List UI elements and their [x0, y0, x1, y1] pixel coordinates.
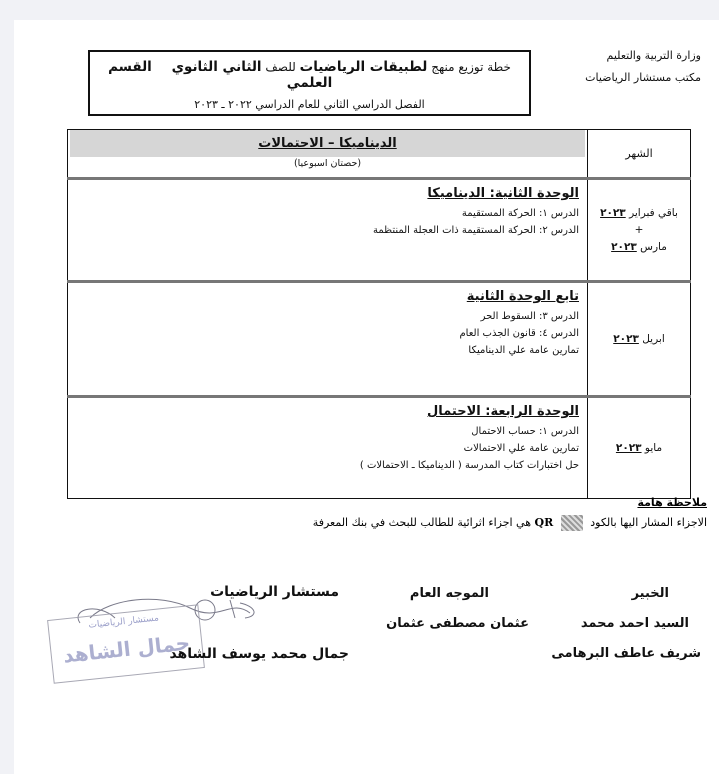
table-row [68, 179, 691, 282]
lesson-item: تمارين عامة علي الاحتمالات [463, 443, 579, 454]
table-header-row [68, 130, 691, 179]
supervisor-title: الموجه العام [409, 586, 489, 601]
official-stamp: مستشار الرياضيات جمال الشاهد [47, 604, 205, 684]
lesson-item: الدرس ٤: قانون الجذب العام [459, 328, 579, 339]
lesson-item: الدرس ٢: الحركة المستقيمة ذات العجلة المنتظمة [372, 225, 579, 236]
unit-title: الوحدة الرابعة: الاحتمال [427, 404, 579, 419]
content-header-sub: (حصتان اسبوعيا) [293, 158, 362, 169]
note-text: الاجزاء المشار اليها بالكود QR هي اجزاء اثرائية للطالب للبحث في بنك المعرفة [312, 516, 707, 529]
ministry-header [541, 45, 701, 89]
advisor-name: جمال محمد يوسف الشاهد [169, 646, 349, 662]
expert-name-1: السيد احمد محمد [580, 616, 689, 631]
lesson-item: الدرس ١: حساب الاحتمال [471, 426, 579, 437]
month-cell: باقي فبراير ٢٠٢٣ + مارس ٢٠٢٣ [588, 179, 691, 282]
office-name: مكتب مستشار الرياضيات [585, 71, 701, 84]
ministry-name: وزارة التربية والتعليم [606, 49, 701, 62]
month-cell: ابريل ٢٠٢٣ [588, 282, 691, 397]
lesson-item: تمارين عامة علي الديناميكا [468, 345, 579, 356]
document-title: خطة توزيع منهج لطبيقات الرياضيات للصف الثاني الثانوي القسم العلمي [108, 59, 511, 91]
document-subtitle: الفصل الدراسي الثاني للعام الدراسي ٢٠٢٢ ـ ٢٠٢٣ [194, 98, 425, 111]
table-row [68, 282, 691, 397]
content-header [68, 130, 588, 179]
lesson-item: الدرس ١: الحركة المستقيمة [461, 208, 579, 219]
expert-name-2: شريف عاطف البرهامى [551, 646, 701, 661]
title-box [88, 50, 531, 116]
unit-title: تابع الوحدة الثانية [466, 289, 579, 304]
supervisor-name: عثمان مصطفى عثمان [386, 616, 529, 631]
expert-title: الخبير [631, 586, 669, 601]
content-cell [68, 179, 588, 282]
content-header-title: الديناميكا – الاحتمالات [70, 130, 585, 157]
lesson-item: حل اختبارات كتاب المدرسة ( الديناميكا ـ الاحتمالات ) [359, 460, 579, 471]
qr-code-icon [561, 515, 583, 531]
note-title: ملاحظة هامة [637, 496, 707, 509]
content-cell [68, 282, 588, 397]
curriculum-table [67, 129, 691, 499]
advisor-title: مستشار الرياضيات [210, 584, 339, 600]
unit-title: الوحدة الثانية: الديناميكا [427, 186, 579, 201]
month-cell: مايو ٢٠٢٣ [588, 397, 691, 499]
lesson-item: الدرس ٣: السقوط الحر [480, 311, 579, 322]
content-cell [68, 397, 588, 499]
table-row [68, 397, 691, 499]
month-header: الشهر [588, 130, 691, 179]
